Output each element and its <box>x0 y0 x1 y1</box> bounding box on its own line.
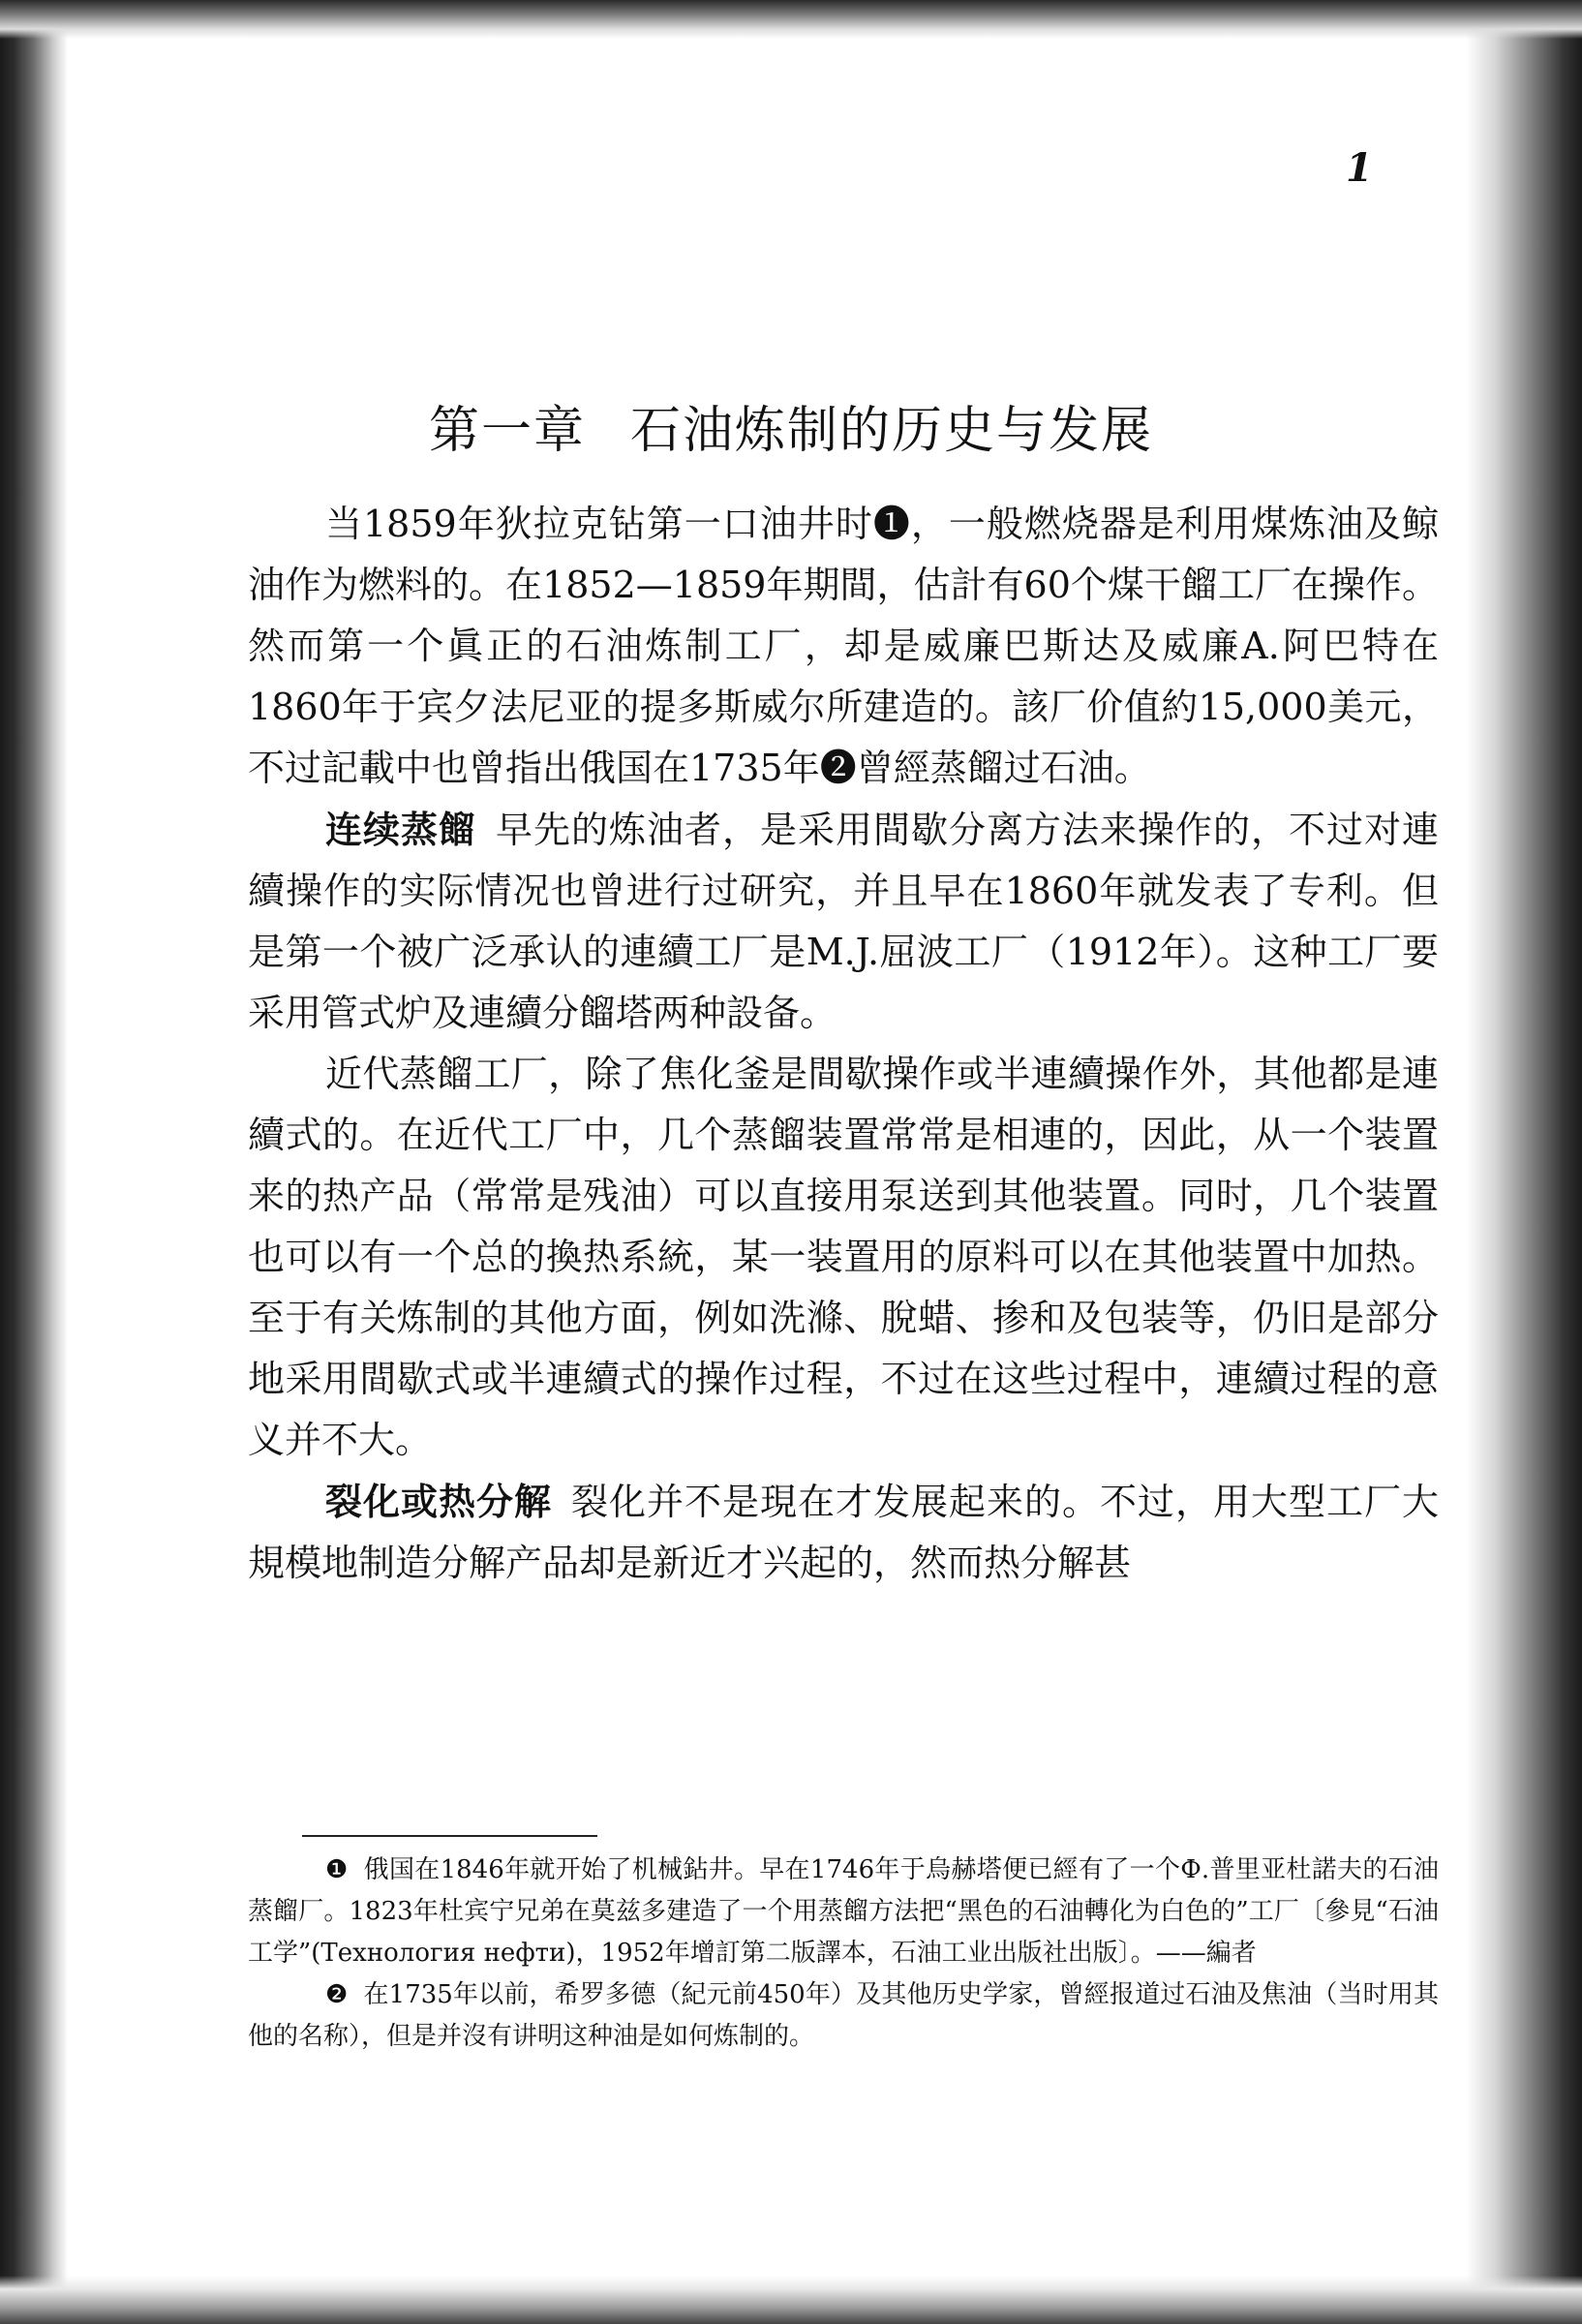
chapter-title <box>0 389 1582 462</box>
scan-shadow-left <box>0 0 68 2324</box>
page-number: 1 <box>1346 145 1373 191</box>
paragraph-3 <box>248 1044 1439 1471</box>
paragraph-1-text: 当1859年狄拉克钻第一口油井时❶，一般燃烧器是利用煤炼油及鲸油作为燃料的。在1852—1859年期間，估計有60个煤干餾工厂在操作。然而第一个眞正的石油炼制工厂，却是威廉巴斯达及威廉A.阿巴特在1860年于宾夕法尼亚的提多斯威尔所建造的。該厂价值約15,000美元，不过記載中也曾指出俄国在1735年❷曾經蒸餾过石油。 <box>248 503 1439 789</box>
footnote-2-marker: ❷ <box>325 1980 349 2009</box>
scan-shadow-right <box>1466 0 1582 2324</box>
paragraph-4 <box>248 1471 1439 1594</box>
footnote-2 <box>248 1974 1439 2058</box>
footnote-divider <box>302 1835 597 1837</box>
paragraph-2-text: 早先的炼油者，是采用間歇分离方法来操作的，不过对連續操作的实际情况也曾进行过研究，并且早在1860年就发表了专利。但是第一个被广泛承认的連續工厂是M.J.屈波工厂（1912年）。这种工厂要采用管式炉及連續分餾塔两种設备。 <box>248 809 1439 1034</box>
footnote-1-marker: ❶ <box>325 1855 349 1884</box>
footnotes <box>248 1850 1439 2058</box>
chapter-title-text: 石油炼制的历史与发展 <box>630 402 1154 460</box>
section-heading-cracking: 裂化或热分解 <box>325 1480 552 1523</box>
scan-shadow-top <box>0 0 1582 39</box>
paragraph-3-text: 近代蒸餾工厂，除了焦化釜是間歇操作或半連續操作外，其他都是連續式的。在近代工厂中，几个蒸餾装置常常是相連的，因此，从一个装置来的热产品（常常是残油）可以直接用泵送到其他装置。同时，几个装置也可以有一个总的換热系統，某一装置用的原料可以在其他装置中加热。至于有关炼制的其他方面，例如洗滌、脫蜡、掺和及包装等，仍旧是部分地采用間歇式或半連續式的操作过程，不过在这些过程中，連續过程的意义并不大。 <box>248 1053 1439 1461</box>
section-heading-continuous-distillation: 连续蒸餾 <box>325 808 476 851</box>
paragraph-4-text: 裂化并不是現在才发展起来的。不过，用大型工厂大規模地制造分解产品却是新近才兴起的，然而热分解甚 <box>248 1481 1439 1584</box>
scan-shadow-bottom <box>0 2276 1582 2324</box>
paragraph-1 <box>248 494 1439 799</box>
footnote-1-text: 俄国在1846年就开始了机械鉆井。早在1746年于烏赫塔便已經有了一个Ф.普里亚杜諾夫的石油蒸餾厂。1823年杜宾宁兄弟在莫兹多建造了一个用蒸餾方法把“黑色的石油轉化为白色的”工厂〔參見“石油工学”(Технология нефти)，1952年增訂第二版譯本，石油工业出版社出版〕。——編者 <box>248 1855 1440 1968</box>
body-text <box>248 494 1439 1594</box>
paragraph-2 <box>248 799 1439 1044</box>
footnote-2-text: 在1735年以前，希罗多德（紀元前450年）及其他历史学家，曾經报道过石油及焦油（当时用其他的名称），但是并沒有讲明这种油是如何炼制的。 <box>248 1980 1439 2051</box>
chapter-label: 第一章 <box>428 402 586 460</box>
footnote-1 <box>248 1850 1439 1974</box>
